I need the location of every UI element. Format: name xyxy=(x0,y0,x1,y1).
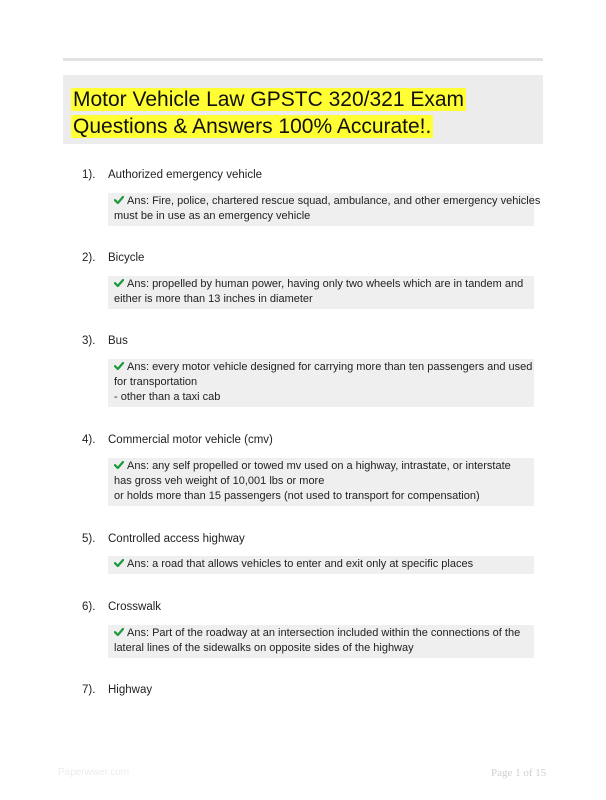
question-number: 6). xyxy=(82,601,96,613)
top-divider xyxy=(63,58,543,61)
document-title xyxy=(71,86,531,140)
answer-line xyxy=(114,626,528,641)
answer-text: Ans: any self propelled or towed mv used on a highway, intrastate, or interstate xyxy=(127,460,511,472)
title-line-2: Questions & Answers 100% Accurate!. xyxy=(73,115,432,138)
question-term: Crosswalk xyxy=(108,601,162,613)
checkmark-icon xyxy=(114,627,124,637)
answer-text: for transportation xyxy=(114,376,198,388)
question-number: 1). xyxy=(82,169,96,181)
title-line-1: Motor Vehicle Law GPSTC 320/321 Exam xyxy=(73,88,465,111)
question-number: 5). xyxy=(82,533,96,545)
answer-text: has gross veh weight of 10,001 lbs or more xyxy=(114,475,325,487)
answer-line xyxy=(114,390,528,405)
question-number: 7). xyxy=(82,684,96,696)
question-number: 4). xyxy=(82,434,96,446)
answer-text: - other than a taxi cab xyxy=(114,391,221,403)
answer-line xyxy=(114,459,528,474)
answer-line xyxy=(114,277,528,292)
answer-text: must be in use as an emergency vehicle xyxy=(114,210,311,222)
answer-box xyxy=(108,276,534,309)
answer-line xyxy=(114,209,528,224)
answer-box xyxy=(108,359,534,407)
answer-text: or holds more than 15 passengers (not used to transport for compensation) xyxy=(114,490,480,502)
answer-text: Ans: Fire, police, chartered rescue squad, ambulance, and other emergency vehicles xyxy=(127,195,541,207)
answer-line xyxy=(114,292,528,307)
answer-box xyxy=(108,556,534,574)
answer-text: Ans: a road that allows vehicles to enter and exit only at specific places xyxy=(127,558,474,570)
checkmark-icon xyxy=(114,558,124,568)
checkmark-icon xyxy=(114,460,124,470)
question-term: Commercial motor vehicle (cmv) xyxy=(108,434,273,446)
page-indicator: Page 1 of 15 xyxy=(491,767,547,779)
answer-box xyxy=(108,625,534,658)
answer-line xyxy=(114,641,528,656)
question-term: Controlled access highway xyxy=(108,533,245,545)
answer-text: lateral lines of the sidewalks on opposite sides of the highway xyxy=(114,642,414,654)
question-term: Bus xyxy=(108,335,128,347)
question-number: 2). xyxy=(82,252,96,264)
question-term: Authorized emergency vehicle xyxy=(108,169,263,181)
question-term: Bicycle xyxy=(108,252,145,264)
answer-line xyxy=(114,360,533,375)
answer-line xyxy=(114,194,541,209)
answer-line xyxy=(114,557,528,572)
checkmark-icon xyxy=(114,278,124,288)
answer-box xyxy=(108,458,534,506)
answer-line xyxy=(114,474,528,489)
answer-text: Ans: Part of the roadway at an intersection included within the connections of the xyxy=(127,627,521,639)
answer-line xyxy=(114,489,528,504)
answer-text: Ans: every motor vehicle designed for carrying more than ten passengers and used xyxy=(127,361,533,373)
question-term: Highway xyxy=(108,684,153,696)
question-number: 3). xyxy=(82,335,96,347)
answer-text: either is more than 13 inches in diameter xyxy=(114,293,313,305)
answer-text: Ans: propelled by human power, having only two wheels which are in tandem and xyxy=(127,278,524,290)
checkmark-icon xyxy=(114,195,124,205)
footer-watermark: Paperwiser.com xyxy=(58,767,130,778)
answer-box xyxy=(108,193,541,226)
checkmark-icon xyxy=(114,361,124,371)
answer-line xyxy=(114,375,528,390)
